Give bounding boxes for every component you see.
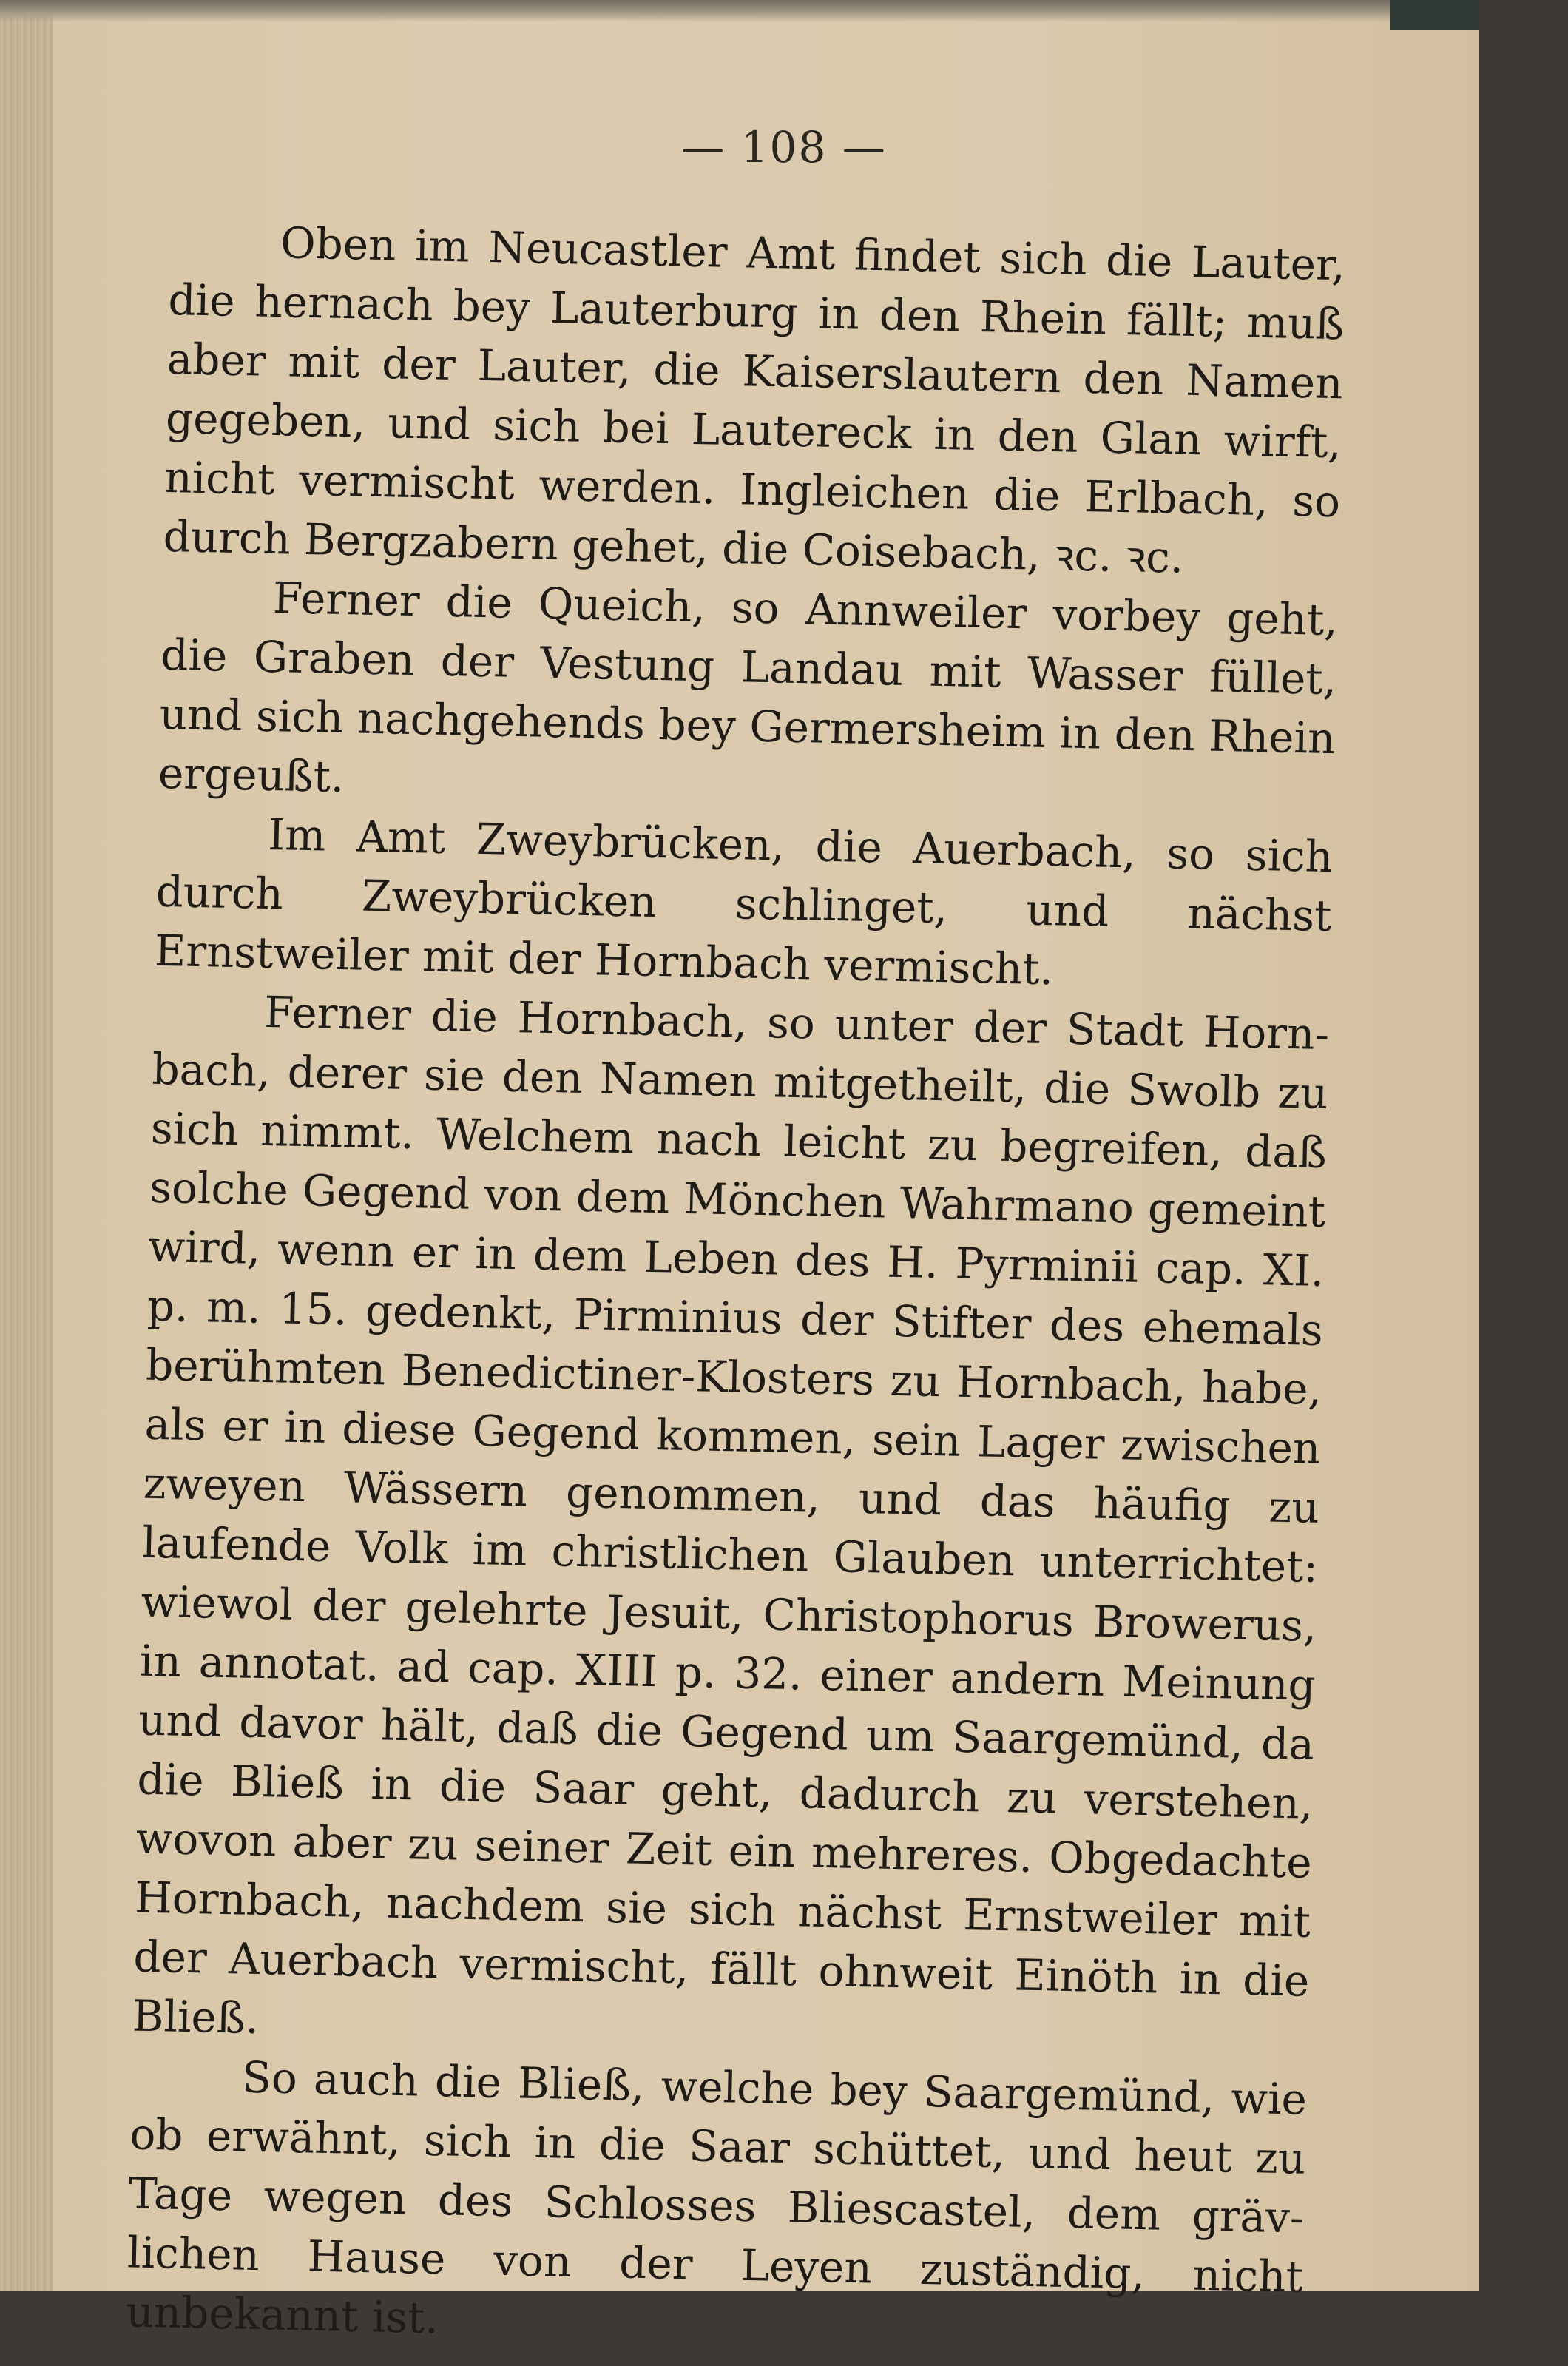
paragraph-2: Ferner die Queich, so Annweiler vorbey geht, die Graben der Vestung Landau mit Wasser füllet, und sich nachgehends bey Germersheim in den Rhein ergeußt. [158, 573, 1339, 803]
paragraph-1: Oben im Neucastler Amt findet sich die Lauter, die hernach bey Lauterburg in den Rhein fällt; muß aber mit der Lauter, die Kaiserslautern den Namen gegeben, und sich bei Lautereck in den Glan wirft, nicht vermischt werden. Ingleichen die Erlbach, so durch Bergzabern gehet, die Coisebach, ꝛc. ꝛc. [163, 218, 1346, 583]
paragraph-4: Ferner die Hornbach, so unter der Stadt Hornbach, derer sie den Namen mitgetheilt, die Swolb zu sich nimmt. Welchem nach leicht zu begreifen, daß solche Gegend von dem Mönchen Wahrmano gemeint wird, wenn er in dem Leben des H. Pyrminii cap. XI. p. m. 15. gedenkt, Pirminius der Stifter des ehemals berühmten Benedictiner-Klosters zu Hornbach, habe, als er in diese Gegend kommen, sein Lager zwischen zweyen Wässern genommen, und das häufig zu laufende Volk im christlichen Glauben unterrichtet: wiewol der gelehrte Jesuit, Christophorus Browerus, in annotat. ad cap. XIII p. 32. einer andern Meinung und davor hält, daß die Gegend um Saargemünd, da die Bließ in die Saar geht, dadurch zu verstehen, wovon aber zu seiner Zeit ein mehreres. Obgedachte Hornbach, nachdem sie sich nächst Ernstweiler mit der Auerbach vermischt, fällt ohnweit Einöth in die Bließ. [132, 986, 1330, 2044]
paragraph-5: So auch die Bließ, welche bey Saargemünd, wie ob erwähnt, sich in die Saar schüttet, und heut zu Tage wegen des Schlosses Bliescastel, dem grävlichen Hause von der Leyen zuständig, nicht unbekannt ist. [125, 2052, 1308, 2344]
body-text [125, 211, 1346, 2344]
binding-corner [1390, 0, 1479, 30]
paragraph-3: Im Amt Zweybrücken, die Auerbach, so sich durch Zweybrücken schlinget, und nächst Ernstweiler mit der Hornbach vermischt. [154, 809, 1334, 995]
page-number: — 108 — [681, 122, 887, 172]
page-edge [0, 0, 53, 2291]
top-shadow [0, 0, 1479, 22]
